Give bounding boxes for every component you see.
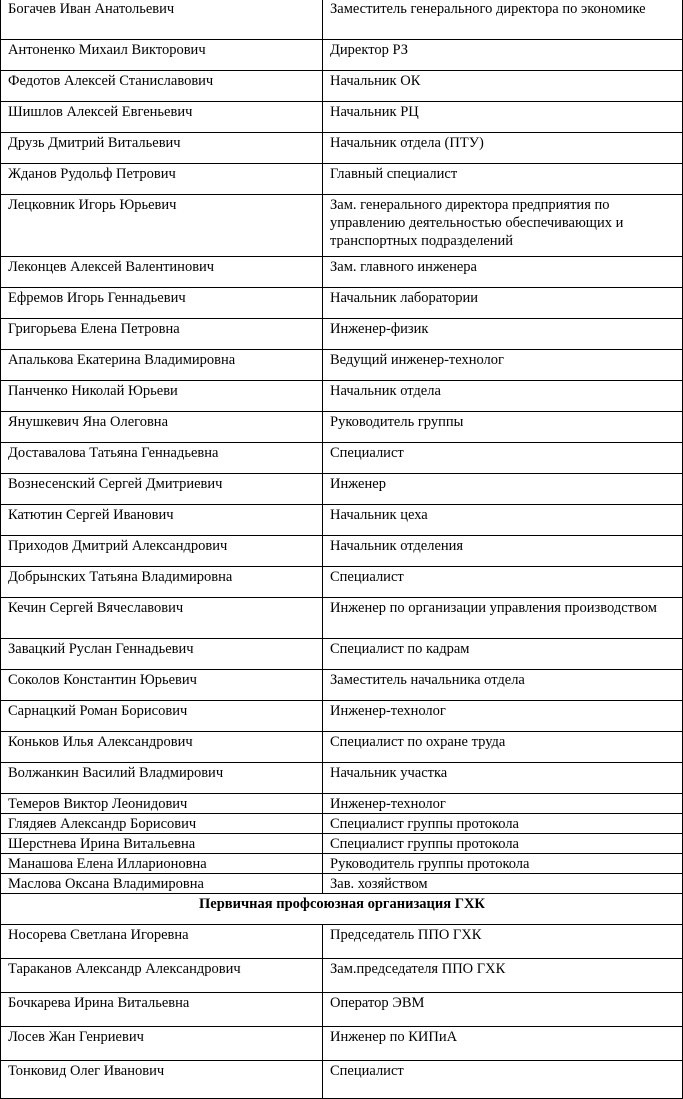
table-row (1, 854, 683, 874)
employee-position: Зам. генерального директора предприятия по управлению деятельностью обеспечивающих и транспортных подразделений (323, 195, 683, 257)
employee-position: Специалист группы протокола (323, 814, 683, 834)
employee-position: Инженер по КИПиА (323, 1027, 683, 1061)
table-row (1, 350, 683, 381)
table-row (1, 381, 683, 412)
table-row (1, 763, 683, 794)
employee-position: Специалист по кадрам (323, 639, 683, 670)
table-row (1, 814, 683, 834)
employee-position: Руководитель группы протокола (323, 854, 683, 874)
employee-name: Кечин Сергей Вячеславович (1, 598, 323, 639)
employee-name: Приходов Дмитрий Александрович (1, 536, 323, 567)
employee-name: Федотов Алексей Станиславович (1, 71, 323, 102)
table-row (1, 195, 683, 257)
table-row (1, 567, 683, 598)
table-row (1, 732, 683, 763)
employee-position: Зам.председателя ППО ГХК (323, 959, 683, 993)
table-row (1, 959, 683, 993)
employee-name: Апалькова Екатерина Владимировна (1, 350, 323, 381)
employee-position: Ведущий инженер-технолог (323, 350, 683, 381)
employee-name: Панченко Николай Юрьеви (1, 381, 323, 412)
employee-name: Друзь Дмитрий Витальевич (1, 133, 323, 164)
employee-position: Специалист (323, 443, 683, 474)
employee-name: Катютин Сергей Иванович (1, 505, 323, 536)
employee-name: Сарнацкий Роман Борисович (1, 701, 323, 732)
employee-name: Соколов Константин Юрьевич (1, 670, 323, 701)
section-header-row (1, 894, 683, 925)
table-row (1, 257, 683, 288)
table-row (1, 288, 683, 319)
employee-position: Инженер (323, 474, 683, 505)
section-header-group (1, 894, 683, 925)
table-row (1, 1061, 683, 1099)
employee-position: Руководитель группы (323, 412, 683, 443)
employee-name: Носорева Светлана Игоревна (1, 925, 323, 959)
table-row (1, 505, 683, 536)
employee-name: Янушкевич Яна Олеговна (1, 412, 323, 443)
employee-position: Главный специалист (323, 164, 683, 195)
table-row (1, 40, 683, 71)
employee-position: Начальник лаборатории (323, 288, 683, 319)
table-row (1, 164, 683, 195)
employee-name: Маслова Оксана Владимировна (1, 874, 323, 894)
employee-position: Начальник отдела (ПТУ) (323, 133, 683, 164)
employee-name: Тараканов Александр Александрович (1, 959, 323, 993)
employee-position: Начальник отдела (323, 381, 683, 412)
employee-position: Инженер-физик (323, 319, 683, 350)
employee-name: Манашова Елена Илларионовна (1, 854, 323, 874)
table-row (1, 412, 683, 443)
employee-position: Оператор ЭВМ (323, 993, 683, 1027)
employee-name: Коньков Илья Александрович (1, 732, 323, 763)
employee-name: Глядяев Александр Борисович (1, 814, 323, 834)
table-row (1, 1027, 683, 1061)
employee-name: Вознесенский Сергей Дмитриевич (1, 474, 323, 505)
employee-position: Зам. главного инженера (323, 257, 683, 288)
employee-position: Заместитель начальника отдела (323, 670, 683, 701)
employee-name: Лецковник Игорь Юрьевич (1, 195, 323, 257)
employee-position: Инженер по организации управления производством (323, 598, 683, 639)
staff-rows (1, 0, 683, 894)
employee-name: Темеров Виктор Леонидович (1, 794, 323, 814)
table-row (1, 536, 683, 567)
table-row (1, 443, 683, 474)
section-title: Первичная профсоюзная организация ГХК (1, 894, 683, 925)
table-row (1, 670, 683, 701)
employee-position: Специалист (323, 567, 683, 598)
employee-name: Антоненко Михаил Викторович (1, 40, 323, 71)
employee-name: Жданов Рудольф Петрович (1, 164, 323, 195)
employee-position: Специалист группы протокола (323, 834, 683, 854)
table-row (1, 133, 683, 164)
employee-position: Инженер-технолог (323, 794, 683, 814)
table-row (1, 598, 683, 639)
employee-name: Шишлов Алексей Евгеньевич (1, 102, 323, 133)
employee-position: Начальник ОК (323, 71, 683, 102)
employee-name: Богачев Иван Анатольевич (1, 0, 323, 40)
employee-position: Начальник участка (323, 763, 683, 794)
employee-name: Добрынских Татьяна Владимировна (1, 567, 323, 598)
table-row (1, 925, 683, 959)
employee-name: Леконцев Алексей Валентинович (1, 257, 323, 288)
table-row (1, 0, 683, 40)
employee-position: Зав. хозяйством (323, 874, 683, 894)
table-row (1, 319, 683, 350)
employee-position: Специалист (323, 1061, 683, 1099)
table-row (1, 701, 683, 732)
employee-position: Начальник цеха (323, 505, 683, 536)
employee-position: Председатель ППО ГХК (323, 925, 683, 959)
employee-name: Волжанкин Василий Владмирович (1, 763, 323, 794)
employee-position: Специалист по охране труда (323, 732, 683, 763)
employee-name: Шерстнева Ирина Витальевна (1, 834, 323, 854)
table-row (1, 639, 683, 670)
table-row (1, 834, 683, 854)
employee-name: Григорьева Елена Петровна (1, 319, 323, 350)
employee-position: Инженер-технолог (323, 701, 683, 732)
table-row (1, 102, 683, 133)
employee-position: Заместитель генерального директора по экономике (323, 0, 683, 40)
employee-name: Тонковид Олег Иванович (1, 1061, 323, 1099)
employee-name: Ефремов Игорь Геннадьевич (1, 288, 323, 319)
table-row (1, 794, 683, 814)
employee-name: Доставалова Татьяна Геннадьевна (1, 443, 323, 474)
union-rows (1, 925, 683, 1099)
employee-position: Начальник РЦ (323, 102, 683, 133)
employee-name: Бочкарева Ирина Витальевна (1, 993, 323, 1027)
table-row (1, 71, 683, 102)
employee-name: Завацкий Руслан Геннадьевич (1, 639, 323, 670)
table-row (1, 874, 683, 894)
table-row (1, 993, 683, 1027)
employee-position: Директор РЗ (323, 40, 683, 71)
employee-name: Лосев Жан Генриевич (1, 1027, 323, 1061)
table-row (1, 474, 683, 505)
employee-position: Начальник отделения (323, 536, 683, 567)
